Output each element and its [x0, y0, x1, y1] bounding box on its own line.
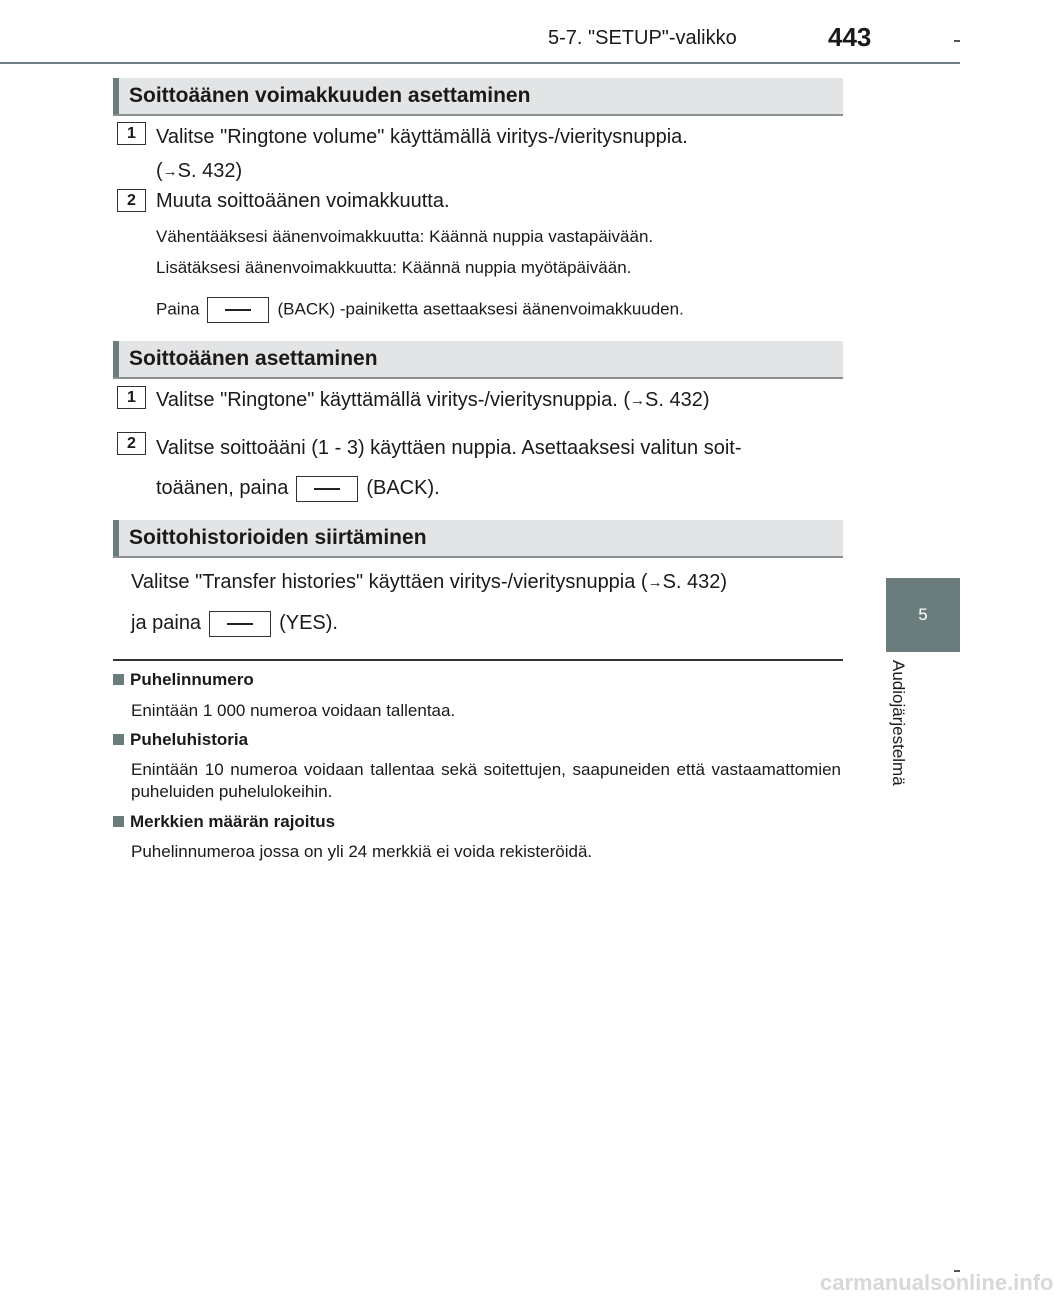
bullet-square-icon	[113, 734, 124, 745]
crop-mark	[954, 40, 960, 42]
section-heading	[113, 520, 843, 558]
note-heading-text: Puhelinnumero	[130, 670, 254, 689]
note-heading	[113, 730, 248, 750]
watermark: carmanualsonline.info	[820, 1270, 1054, 1295]
notes-divider	[113, 659, 843, 661]
instruction-line	[131, 603, 843, 643]
note-line	[156, 297, 684, 323]
step-text	[156, 383, 710, 418]
page-number: 443	[828, 22, 872, 52]
step-text-part: (BACK).	[366, 477, 440, 499]
note-heading-text: Puheluhistoria	[130, 730, 249, 749]
step-text	[156, 428, 842, 508]
page-ref: S. 432)	[645, 389, 710, 411]
section-heading	[113, 78, 843, 116]
note-heading	[113, 670, 254, 690]
section-heading-bar	[113, 78, 119, 114]
bullet-square-icon	[113, 816, 124, 827]
note-line: Lisätäksesi äänenvoimakkuutta: Käännä nuppia myötäpäivään.	[156, 258, 632, 277]
back-button-icon	[207, 297, 269, 323]
arrow-icon: →	[162, 163, 178, 180]
note-line: Vähentääksesi äänenvoimakkuutta: Käännä nuppia vastapäivään.	[156, 227, 654, 246]
section-heading-text: Soittoäänen voimakkuuden asettaminen	[129, 84, 531, 107]
bullet-square-icon	[113, 674, 124, 685]
arrow-icon: →	[647, 574, 663, 591]
back-button-icon	[296, 476, 358, 502]
instruction-line	[131, 562, 843, 603]
section-heading-bar	[113, 520, 119, 556]
step-line: Valitse "Ringtone volume" käyttämällä viritys-/vieritysnuppia.	[156, 126, 688, 148]
step-text-part: toäänen, paina	[156, 477, 289, 499]
header-rule	[0, 62, 960, 64]
instruction-text	[131, 562, 843, 643]
note-body: Enintään 10 numeroa voidaan tallentaa sekä soitettujen, saapuneiden että vastaamattomien puheluiden puhelulokeihin.	[131, 760, 841, 801]
step-number: 1	[117, 386, 146, 409]
step-line: Valitse "Ringtone" käyttämällä viritys-/vieritysnuppia. (	[156, 389, 631, 411]
note-body: Puhelinnumeroa jossa on yli 24 merkkiä ei voida rekisteröidä.	[131, 842, 593, 861]
step-text	[156, 120, 688, 189]
instruction-part: (YES).	[279, 612, 338, 634]
chapter-label	[880, 660, 940, 820]
section-heading	[113, 341, 843, 379]
chapter-label-text: Audiojärjestelmä	[889, 660, 908, 786]
instruction-part: ja paina	[131, 612, 202, 634]
step-line: Valitse soittoääni (1 - 3) käyttäen nuppia. Asettaaksesi valitun soit-	[156, 437, 742, 459]
paren: (	[156, 160, 163, 182]
note-heading-text: Merkkien määrän rajoitus	[130, 812, 336, 831]
instruction-part: Valitse "Transfer histories" käyttäen viritys-/vieritysnuppia (	[131, 571, 648, 593]
step-number: 2	[117, 432, 146, 455]
page-ref: S. 432)	[662, 571, 728, 593]
step-line	[156, 468, 842, 508]
note-heading	[113, 812, 335, 832]
note-body: Enintään 1 000 numeroa voidaan tallentaa.	[131, 701, 456, 720]
note-text: (BACK) -painiketta asettaaksesi äänenvoimakkuuden.	[277, 299, 684, 319]
section-heading-bar	[113, 341, 119, 377]
step-number: 2	[117, 189, 146, 212]
yes-button-icon	[209, 611, 271, 637]
page-ref: S. 432)	[177, 160, 243, 182]
section-heading-text: Soittoäänen asettaminen	[129, 347, 378, 370]
section-heading-text: Soittohistorioiden siirtäminen	[129, 526, 427, 549]
section-header-title: 5-7. "SETUP"-valikko	[548, 27, 737, 49]
arrow-icon: →	[630, 392, 646, 409]
chapter-number: 5	[918, 605, 928, 624]
chapter-tab	[886, 578, 960, 652]
step-text: Muuta soittoäänen voimakkuutta.	[156, 190, 450, 212]
note-text: Paina	[156, 299, 200, 319]
step-number: 1	[117, 122, 146, 145]
